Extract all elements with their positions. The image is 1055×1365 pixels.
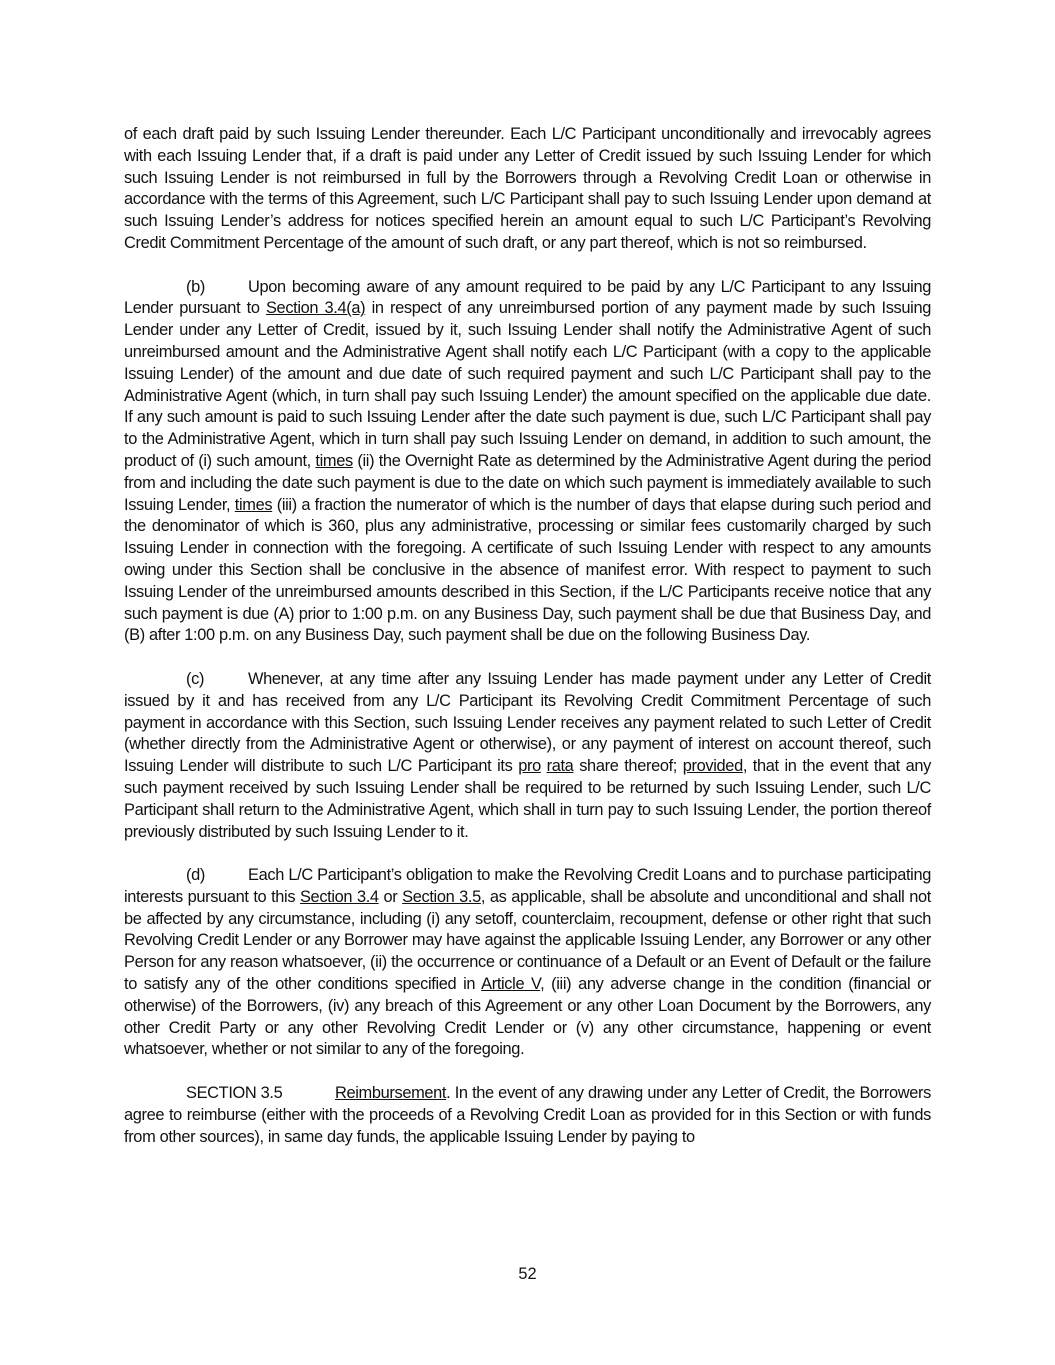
emphasis-term: times	[234, 495, 273, 514]
section-number: SECTION 3.5	[186, 1084, 283, 1103]
emphasis-term: rata	[546, 757, 574, 776]
paragraph-label: (d)	[186, 866, 205, 885]
paragraph-d: (d) Each L/C Participant’s obligation to make the Revolving Credit Loans and to purchase participating interests pursuant to this Section 3.4 or Section 3.5, as applicable, shall be absolute and unconditional and shall not be affected by any circumstance, including (i) any setoff, counterclaim, recoupment, defense or other right that such Revolving Credit Lender or any Borrower may have against the applicable Issuing Lender, any Borrower or any other Person for any reason whatsoever, (ii) the occurrence or continuance of a Default or an Event of Default or the failure to satisfy any of the other conditions specified in Article V, (iii) any adverse change in the condition (financial or otherwise) of the Borrowers, (iv) any breach of this Agreement or any other Loan Document by the Borrowers, any other Credit Party or any other Revolving Credit Lender or (v) any other circumstance, happening or event whatsoever, whether or not similar to any of the foregoing.	[124, 866, 932, 1059]
emphasis-term: provided	[682, 757, 743, 776]
emphasis-term: pro	[518, 757, 541, 776]
paragraph-b: (b) Upon becoming aware of any amount required to be paid by any L/C Participant to any Issuing Lender pursuant to Section 3.4(a) in respect of any unreimbursed portion of any payment made by such Issuing Lender under any Letter of Credit, issued by it, such Issuing Lender shall notify the Administrative Agent of such unreimbursed amount and the Administrative Agent shall notify each L/C Participant (with a copy to the applicable Issuing Lender) of the amount and due date of such required payment and such L/C Participant shall pay to the Administrative Agent (which, in turn shall pay such Issuing Lender) the amount specified on the applicable due date. If any such amount is paid to such Issuing Lender after the date such payment is due, such L/C Participant shall pay to the Administrative Agent, which in turn shall pay such Issuing Lender on demand, in addition to such amount, the product of (i) such amount, times (ii) the Overnight Rate as determined by the Administrative Agent during the period from and including the date such payment is due to the date on which such payment is immediately available to such Issuing Lender, times (iii) a fraction the numerator of which is the number of days that elapse during such period and the denominator of which is 360, plus any administrative, processing or similar fees customarily charged by such Issuing Lender in connection with the foregoing. A certificate of such Issuing Lender with respect to any amounts owing under this Section shall be conclusive in the absence of manifest error. With respect to payment to such Issuing Lender of the unreimbursed amounts described in this Section, if the L/C Participants receive notice that any such payment is due (A) prior to 1:00 p.m. on any Business Day, such payment shall be due that Business Day, and (B) after 1:00 p.m. on any Business Day, such payment shall be due on the following Business Day.	[124, 277, 931, 645]
paragraph-label: (b)	[186, 277, 205, 296]
page-number: 52	[518, 1265, 537, 1283]
section-3-5: SECTION 3.5 Reimbursement. In the event of any drawing under any Letter of Credit, the Borrowers agree to reimburse (either with the proceeds of a Revolving Credit Loan as provided for in this Section or with funds from other sources), in same day funds, the applicable Issuing Lender by paying to	[124, 1084, 931, 1146]
paragraph-label: (c)	[186, 669, 205, 688]
cross-reference: Section 3.5	[402, 887, 481, 906]
cross-reference: Section 3.4(a)	[265, 299, 366, 318]
cross-reference: Article V	[481, 975, 541, 994]
paragraph-continuation	[124, 124, 931, 255]
cross-reference: Section 3.4	[299, 887, 379, 906]
section-heading: Reimbursement	[335, 1084, 447, 1103]
paragraph-text: of each draft paid by such Issuing Lender thereunder. Each L/C Participant unconditionally and irrevocably agrees with each Issuing Lender that, if a draft is paid under any Letter of Credit issued by such Issuing Lender for which such Issuing Lender is not reimbursed in full by the Borrowers through a Revolving Credit Loan or otherwise in accordance with the terms of this Agreement, such L/C Participant shall pay to such Issuing Lender upon demand at such Issuing Lender’s address for notices specified herein an amount equal to such L/C Participant’s Revolving Credit Commitment Percentage of the amount of such draft, or any part thereof, which is not so reimbursed.	[124, 125, 931, 252]
paragraph-c: (c) Whenever, at any time after any Issuing Lender has made payment under any Letter of Credit issued by it and has received from any L/C Participant its Revolving Credit Commitment Percentage of such payment in accordance with this Section, such Issuing Lender receives any payment related to such Letter of Credit (whether directly from the Administrative Agent or otherwise), or any payment of interest on account thereof, such Issuing Lender will distribute to such L/C Participant its pro rata share thereof; provided, that in the event that any such payment received by such Issuing Lender shall be required to be returned by such Issuing Lender, such L/C Participant shall return to the Administrative Agent, which shall in turn pay to such Issuing Lender, the portion thereof previously distributed by such Issuing Lender to it.	[124, 669, 931, 841]
emphasis-term: times	[315, 451, 353, 470]
document-body	[124, 124, 931, 1170]
